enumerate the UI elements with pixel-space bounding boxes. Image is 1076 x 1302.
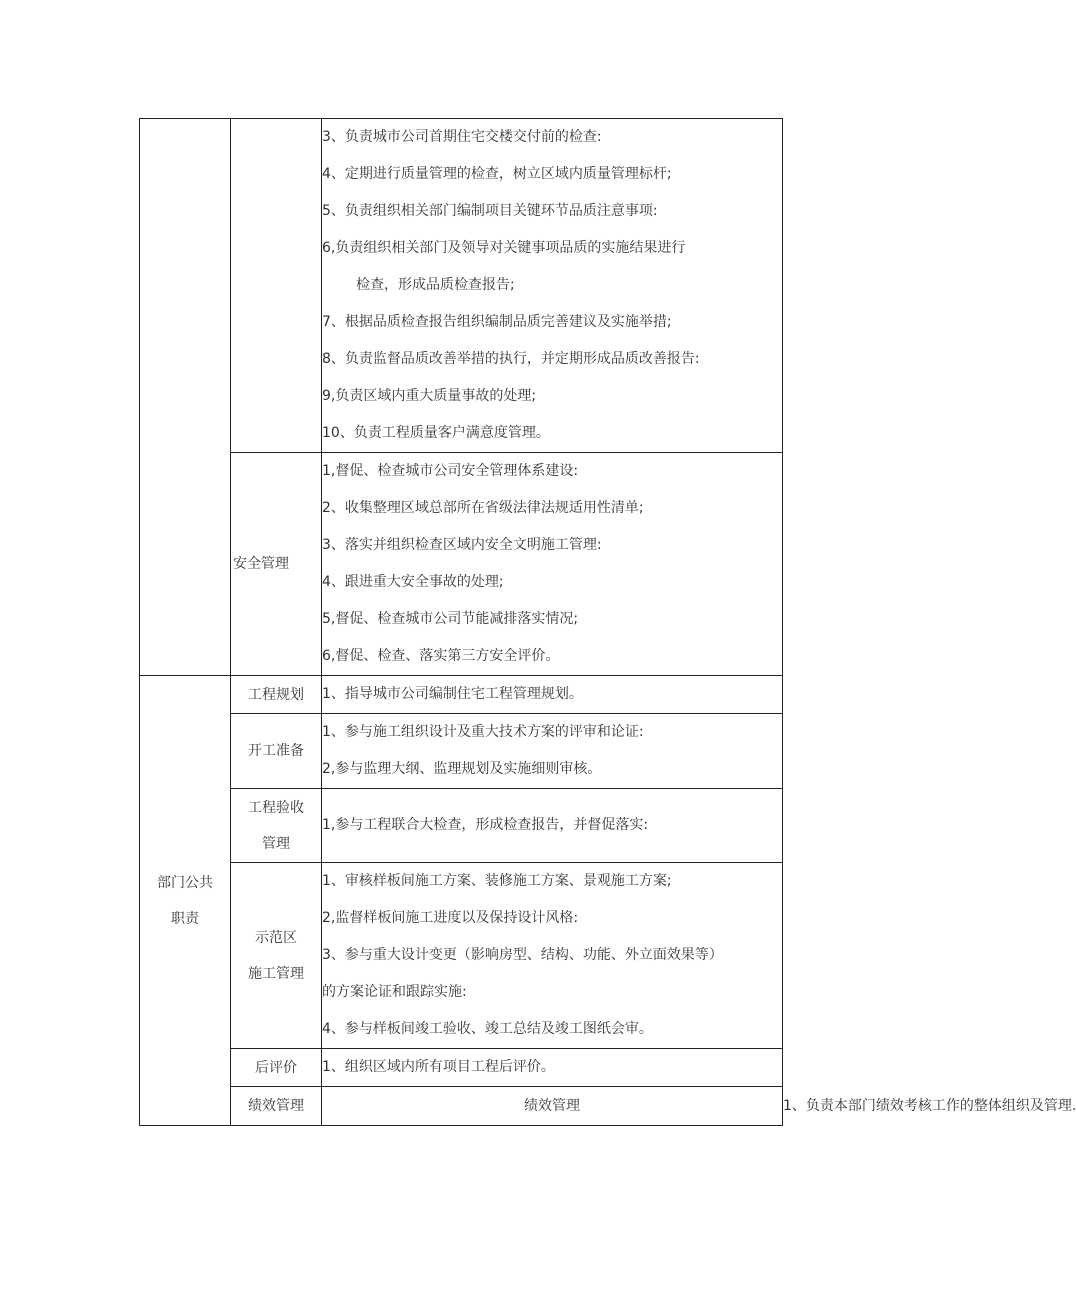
- item-label-line: 管理: [262, 835, 290, 852]
- table-row: [140, 676, 783, 714]
- duty-cell-planning: [322, 676, 783, 714]
- table-row: [140, 1049, 783, 1087]
- duty-cell-preparation: [322, 714, 783, 789]
- duty-line: 1、指导城市公司编制住宅工程管理规划。: [322, 686, 583, 702]
- duty-line: 5、负责组织相关部门编制项目关键环节品质注意事项:: [322, 203, 658, 219]
- duty-line: 1、审核样板间施工方案、装修施工方案、景观施工方案;: [322, 873, 672, 889]
- duty-line: 3、参与重大设计变更（影响房型、结构、功能、外立面效果等）: [322, 947, 723, 963]
- duty-cell-demo-area: [322, 863, 783, 1049]
- item-label-line: 施工管理: [248, 965, 304, 982]
- duty-line: 3、负责城市公司首期住宅交楼交付前的检查:: [322, 129, 602, 145]
- item-cell-post-evaluation: 后评价: [231, 1049, 322, 1087]
- table-row: [140, 453, 783, 676]
- duty-line: 7、根据品质检查报告组织编制品质完善建议及实施举措;: [322, 314, 672, 330]
- duty-line: 8、负责监督品质改善举措的执行，并定期形成品质改善报告:: [322, 351, 700, 367]
- duty-line: 4、跟进重大安全事故的处理;: [322, 574, 504, 590]
- duty-line: 5,督促、检查城市公司节能减排落实情况;: [322, 611, 579, 627]
- duty-line: 3、落实并组织检查区域内安全文明施工管理:: [322, 537, 602, 553]
- duty-line: 6,督促、检查、落实第三方安全评价。: [322, 648, 560, 664]
- duty-line: 2、收集整理区域总部所在省级法律法规适用性清单;: [322, 500, 644, 516]
- item-cell-empty: [231, 119, 322, 453]
- duty-cell-safety: [322, 453, 783, 676]
- category-cell-dept-common: [140, 676, 231, 1126]
- table-row: [140, 789, 783, 863]
- item-cell-performance: 绩效管理: [322, 1087, 783, 1126]
- table-row: 绩效管理 绩效管理 1、负责本部门绩效考核工作的整体组织及管理.: [140, 1087, 783, 1126]
- item-label-line: 工程验收: [248, 799, 304, 816]
- duty-cell-acceptance: [322, 789, 783, 863]
- duty-table: [139, 118, 1076, 1126]
- table-row: [140, 863, 783, 1049]
- table-row: [140, 714, 783, 789]
- duty-line: 1、组织区域内所有项目工程后评价。: [322, 1059, 555, 1075]
- duty-line: 1,参与工程联合大检查，形成检查报告，并督促落实:: [322, 817, 649, 833]
- duty-line: 2,参与监理大纲、监理规划及实施细则审核。: [322, 761, 602, 777]
- duty-cell-post-evaluation: [322, 1049, 783, 1087]
- category-label-line: 部门公共: [157, 874, 213, 891]
- duty-line: 2,监督样板间施工进度以及保持设计风格:: [322, 910, 579, 926]
- table-row: [140, 119, 783, 453]
- duty-cell-quality: [322, 119, 783, 453]
- duty-line: 1、参与施工组织设计及重大技术方案的评审和论证:: [322, 724, 644, 740]
- duty-line: 9,负责区域内重大质量事故的处理;: [322, 388, 537, 404]
- category-label-line: 职责: [171, 910, 199, 927]
- duty-line: 6,负责组织相关部门及领导对关键事项品质的实施结果进行: [322, 240, 686, 256]
- item-cell-acceptance: [231, 789, 322, 863]
- item-cell-planning: 工程规划: [231, 676, 322, 714]
- duty-line: 1,督促、检查城市公司安全管理体系建设:: [322, 463, 579, 479]
- category-cell-empty: [140, 119, 231, 676]
- duty-line: 10、负责工程质量客户满意度管理。: [322, 425, 550, 441]
- item-cell-demo-area: [231, 863, 322, 1049]
- duty-line: 检查，形成品质检查报告;: [356, 277, 515, 293]
- duty-line: 的方案论证和跟踪实施:: [322, 984, 467, 1000]
- item-label-line: 示范区: [255, 929, 297, 946]
- duty-line: 4、定期进行质量管理的检查，树立区域内质量管理标杆;: [322, 166, 672, 182]
- duty-line: 4、参与样板间竣工验收、竣工总结及竣工图纸会审。: [322, 1021, 653, 1037]
- item-cell-safety: 安全管理: [231, 453, 322, 676]
- item-cell-preparation: 开工准备: [231, 714, 322, 789]
- category-cell-performance: 绩效管理: [231, 1087, 322, 1126]
